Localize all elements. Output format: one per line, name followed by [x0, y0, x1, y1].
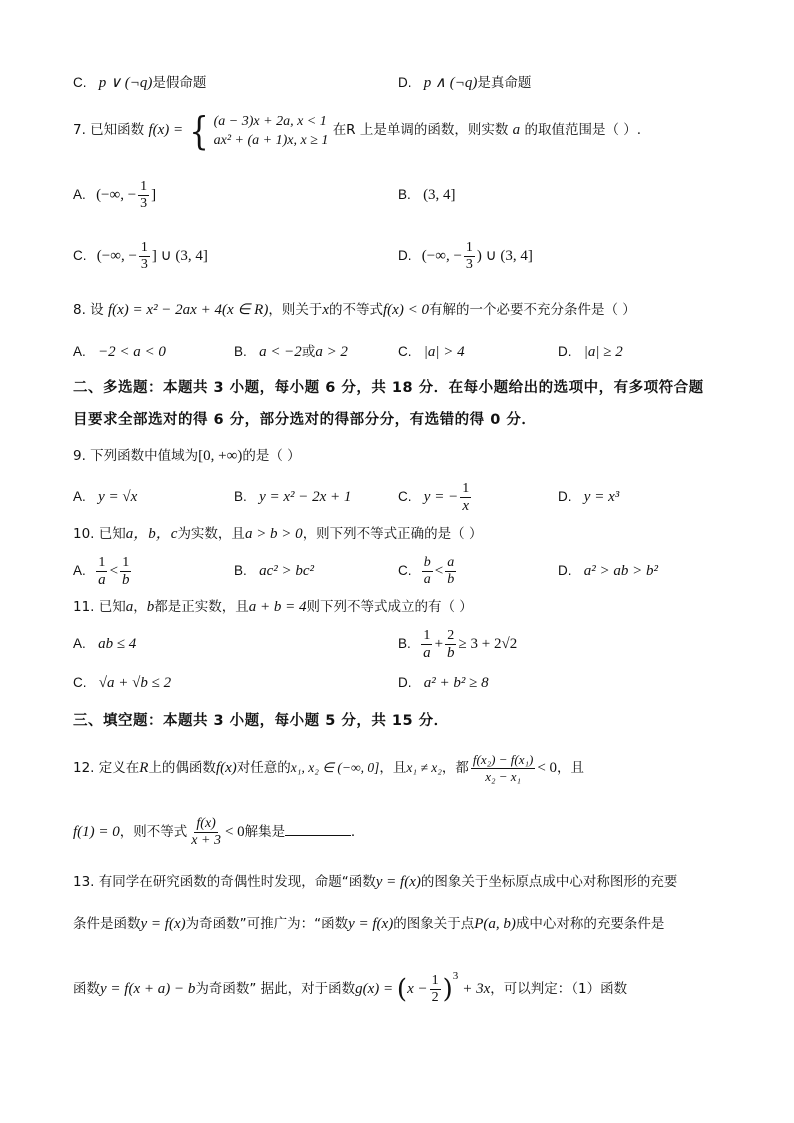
option-math: (3, 4] — [423, 187, 456, 203]
option-math: a² + b² ≥ 8 — [423, 675, 489, 691]
denominator: 2 — [431, 990, 439, 1005]
variable-a: a — [125, 599, 134, 615]
option-label: D. — [398, 248, 412, 263]
option-label: C. — [398, 344, 412, 359]
fraction-2 — [445, 555, 456, 588]
set-R: R — [139, 760, 149, 776]
option-math: y = x³ — [583, 489, 620, 505]
point-P: P(a, b) — [474, 916, 516, 932]
fraction — [138, 179, 149, 212]
fraction-2 — [120, 555, 132, 588]
stem-text: 条件是函数 — [73, 916, 141, 932]
q11-stem — [73, 597, 754, 617]
numerator: 1 — [431, 973, 439, 988]
q6-option-d[interactable] — [398, 73, 531, 93]
stem-text-2: 为奇函数” 据此，对于函数 — [195, 981, 356, 997]
option-label: B. — [398, 187, 411, 202]
numerator: b — [423, 555, 431, 570]
option-label: D. — [398, 75, 412, 90]
numerator: 1 — [122, 555, 130, 570]
option-label: C. — [398, 563, 412, 578]
option-math: a < −2 — [259, 344, 302, 360]
operator: < — [434, 563, 444, 579]
q7-stem — [73, 108, 754, 152]
option-math: ac² > bc² — [259, 563, 314, 579]
stem-text: ，则不等式 — [119, 824, 188, 840]
paren-close: ) — [442, 974, 453, 1005]
function-fx: f(x) — [215, 760, 237, 776]
stem-tail: ，可以判定：（1）函数 — [490, 981, 628, 997]
q9-option-a[interactable] — [73, 487, 137, 507]
piecewise-function — [187, 108, 329, 153]
option-label: B. — [234, 489, 247, 504]
q12-stem-line-1 — [73, 748, 754, 788]
q13-line-1 — [73, 872, 754, 892]
inequality: f(x) < 0 — [383, 302, 429, 318]
q10-option-a[interactable] — [73, 552, 134, 590]
option-label: B. — [398, 636, 411, 651]
function-math: y = f(x + a) − b — [100, 981, 196, 997]
numerator: f(x₂) − f(x₁) — [472, 752, 534, 767]
denominator: b — [122, 572, 130, 588]
q8-option-b[interactable] — [234, 342, 348, 362]
denominator: x — [462, 498, 470, 514]
question-number: 12. 定义在 — [73, 760, 140, 776]
inequality: < 0 — [537, 760, 558, 776]
function-math: y = f(x) — [140, 916, 186, 932]
piece-row-1: (a − 3)x + 2a, x < 1 — [213, 113, 327, 129]
q6-option-c[interactable] — [73, 73, 206, 93]
stem-text: ，则关于 — [268, 302, 323, 318]
q8-stem — [73, 300, 754, 320]
section-2-heading-line-2: 目要求全部选对的得 6 分，部分选对的得部分分，有选错的得 0 分． — [73, 412, 537, 428]
brace-icon: { — [189, 108, 210, 153]
q10-option-b[interactable] — [234, 561, 314, 581]
range: [0, +∞) — [198, 448, 243, 464]
period: . — [351, 824, 355, 840]
fraction-1 — [96, 555, 108, 588]
answer-blank[interactable] — [285, 821, 351, 836]
q9-option-b[interactable] — [234, 487, 351, 507]
q9-option-d[interactable] — [558, 487, 619, 507]
q11-option-d[interactable] — [398, 673, 489, 693]
interval-open: (−∞, − — [96, 187, 137, 203]
stem-text-2: 的取值范围是（ ）. — [524, 122, 642, 138]
stem-tail: 的是（ ） — [242, 448, 301, 464]
stem-text-4: ，都 — [441, 760, 469, 776]
question-number: 10. 已知 — [73, 526, 126, 542]
option-label: C. — [73, 248, 87, 263]
q7-option-a[interactable] — [73, 177, 156, 213]
stem-tail: ，则下列不等式正确的是（ ） — [302, 526, 483, 542]
condition: a > b > 0 — [244, 526, 303, 542]
denominator: b — [447, 572, 455, 587]
fraction — [189, 816, 223, 849]
stem-text: 在R 上是单调的函数，则实数 — [332, 122, 509, 138]
condition: a + b = 4 — [248, 599, 307, 615]
interval-close: ) ∪ (3, 4] — [476, 248, 533, 264]
denominator: b — [447, 645, 455, 661]
option-label: A. — [73, 563, 86, 578]
numerator: 1 — [140, 240, 148, 255]
exponent: 3 — [452, 970, 459, 982]
stem-text: 都是正实数，且 — [154, 599, 249, 615]
option-label: D. — [558, 344, 572, 359]
q7-option-b[interactable] — [398, 185, 456, 205]
stem-tail: ，且 — [557, 760, 585, 776]
option-rest: ≥ 3 + 2√2 — [458, 636, 518, 652]
separator: ， — [133, 599, 147, 615]
operator: < — [109, 563, 119, 579]
option-label: C. — [398, 489, 412, 504]
function-name: f(x) = — [148, 122, 184, 138]
function-def: f(x) = x² − 2ax + 4(x ∈ R) — [107, 302, 269, 318]
option-text: 是真命题 — [477, 75, 532, 91]
inequality: < 0 — [224, 824, 245, 840]
option-label: D. — [558, 489, 572, 504]
q13-line-2 — [73, 914, 754, 934]
q10-stem — [73, 524, 754, 544]
q9-stem — [73, 446, 754, 466]
stem-text: 上的偶函数 — [148, 760, 216, 776]
option-math: |a| > 4 — [423, 344, 465, 360]
denominator: a — [98, 572, 106, 588]
denominator: a — [423, 572, 431, 587]
numerator: 1 — [140, 179, 148, 194]
option-label: B. — [234, 563, 247, 578]
option-math: −2 < a < 0 — [98, 344, 166, 360]
option-label: A. — [73, 344, 86, 359]
condition: f(1) = 0 — [73, 824, 120, 840]
q11-option-b[interactable] — [398, 625, 517, 663]
stem-tail: 有解的一个必要不充分条件是（ ） — [428, 302, 636, 318]
q10-option-c[interactable] — [398, 552, 458, 590]
denominator: x₂ − x₁ — [485, 769, 522, 784]
stem-tail: 成中心对称的充要条件是 — [515, 916, 665, 932]
numerator: a — [447, 555, 455, 570]
option-math: y = − — [423, 489, 459, 505]
plus: + — [434, 636, 444, 652]
function-math-2: y = f(x) — [348, 916, 394, 932]
q8-option-d[interactable] — [558, 342, 623, 362]
q13-line-3 — [73, 956, 754, 1010]
q8-option-c[interactable] — [398, 342, 465, 362]
function-g: g(x) = — [355, 981, 397, 997]
option-math: |a| ≥ 2 — [583, 344, 623, 360]
numerator: 1 — [98, 555, 106, 570]
fraction — [139, 240, 150, 273]
q11-option-a[interactable] — [73, 634, 136, 654]
stem-text: 13. 有同学在研究函数的奇偶性时发现，命题“函数 — [73, 874, 376, 890]
option-text: 是假命题 — [152, 75, 207, 91]
question-number: 8. 设 — [73, 302, 104, 318]
stem-text: 为实数，且 — [177, 526, 245, 542]
q7-option-d[interactable] — [398, 238, 533, 274]
question-number: 7. 已知函数 — [73, 122, 145, 138]
not-equal: x₁ ≠ x₂ — [406, 760, 442, 775]
stem-text-3: ，且 — [379, 760, 407, 776]
option-label: B. — [234, 344, 247, 359]
paren-open: ( — [396, 974, 408, 1005]
section-3-heading: 三、填空题：本题共 3 小题，每小题 5 分，共 15 分． — [73, 713, 449, 729]
numerator: 2 — [447, 628, 455, 643]
option-label: A. — [73, 636, 86, 651]
option-or: 或 — [301, 344, 316, 360]
q11-option-c[interactable] — [73, 673, 171, 693]
numerator: 1 — [465, 240, 473, 255]
stem-text-2: 为奇函数”可推广为：“函数 — [185, 916, 349, 932]
variables: a，b，c — [125, 526, 178, 542]
q9-option-c[interactable] — [398, 479, 473, 515]
piece-row-2: ax² + (a + 1)x, x ≥ 1 — [213, 132, 329, 148]
q10-option-d[interactable] — [558, 561, 658, 581]
q12-stem-line-2 — [73, 812, 754, 852]
denominator: 3 — [140, 196, 148, 211]
numerator: 1 — [423, 628, 431, 643]
stem-text-2: 对任意的 — [236, 760, 291, 776]
option-math-2: a > 2 — [315, 344, 348, 360]
denominator: 3 — [465, 257, 473, 272]
interval-close: ] — [151, 187, 157, 203]
option-math: p ∧ (¬q) — [423, 75, 478, 91]
inner-x: x − — [407, 981, 428, 997]
option-math: y = x² − 2x + 1 — [259, 489, 352, 505]
function-rest: + 3x — [462, 981, 491, 997]
variable-a: a — [512, 122, 521, 138]
variable-x: x — [322, 302, 330, 318]
variable-b: b — [146, 599, 155, 615]
question-number: 9. 下列函数中值域为 — [73, 448, 199, 464]
fraction-1 — [422, 555, 433, 588]
option-label: D. — [558, 563, 572, 578]
interval-open: (−∞, − — [96, 248, 137, 264]
stem-text: 函数 — [73, 981, 100, 997]
fraction — [460, 481, 471, 514]
option-math: p ∨ (¬q) — [98, 75, 153, 91]
stem-text-3: 的图象关于点 — [393, 916, 475, 932]
option-math: ab ≤ 4 — [98, 636, 137, 652]
stem-text-2: 的不等式 — [329, 302, 384, 318]
option-label: C. — [73, 75, 87, 90]
difference-quotient — [471, 752, 535, 785]
interval-close: ] ∪ (3, 4] — [151, 248, 208, 264]
numerator: 1 — [462, 481, 470, 496]
stem-tail: 的图象关于坐标原点成中心对称图形的充要 — [420, 874, 678, 890]
q7-option-c[interactable] — [73, 238, 208, 274]
option-math: y = √x — [98, 489, 138, 505]
fraction-1 — [421, 628, 433, 661]
fraction-2 — [445, 628, 457, 661]
denominator: x + 3 — [191, 833, 221, 848]
section-2-heading-line-1: 二、多选题：本题共 3 小题，每小题 6 分，共 18 分．在每小题给出的选项中，有多项符合题 — [73, 380, 704, 396]
function-math: y = f(x) — [375, 874, 421, 890]
fraction — [430, 973, 441, 1006]
q8-option-a[interactable] — [73, 342, 166, 362]
variables: x₁, x₂ ∈ (−∞, 0] — [290, 760, 380, 775]
question-number: 11. 已知 — [73, 599, 126, 615]
option-label: A. — [73, 489, 86, 504]
option-label: A. — [73, 187, 86, 202]
interval-open: (−∞, − — [421, 248, 462, 264]
option-label: D. — [398, 675, 412, 690]
stem-tail: 解集是 — [244, 824, 286, 840]
numerator: f(x) — [196, 816, 216, 831]
stem-tail: 则下列不等式成立的有（ ） — [306, 599, 473, 615]
denominator: a — [423, 645, 431, 661]
denominator: 3 — [140, 257, 148, 272]
option-math: √a + √b ≤ 2 — [98, 675, 172, 691]
option-math: a² > ab > b² — [583, 563, 659, 579]
fraction — [464, 240, 475, 273]
option-label: C. — [73, 675, 87, 690]
